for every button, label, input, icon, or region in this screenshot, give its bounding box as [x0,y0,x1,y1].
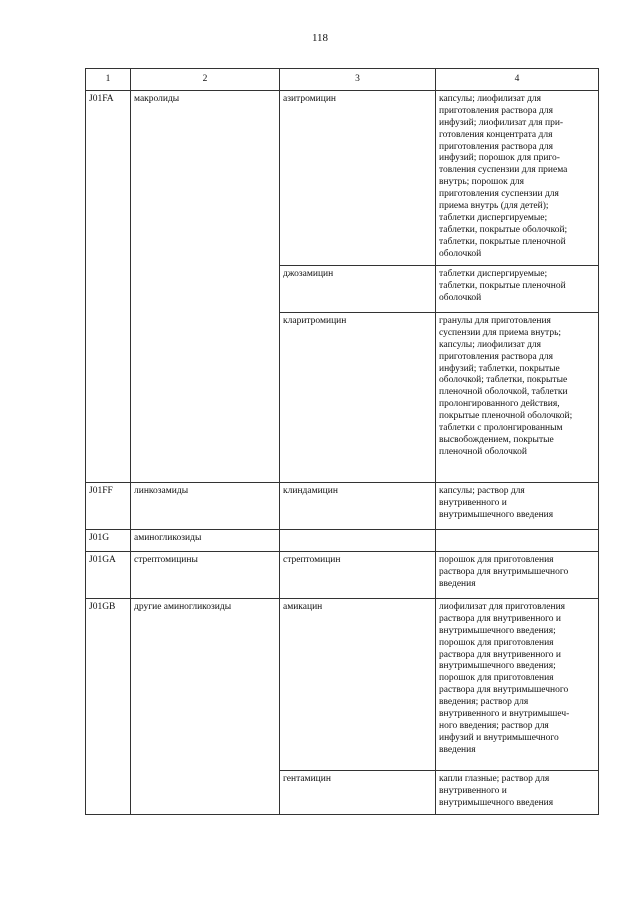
dosage-form-cell [436,529,599,551]
dosage-form-line: таблетки с пролонгированным [439,423,563,434]
dosage-form-line: введения; раствор для [439,697,529,708]
dosage-form-line: инфузий; лиофилизат для при- [439,117,564,128]
dosage-form-line: капсулы; лиофилизат для [439,339,542,350]
column-header: 1 [86,69,131,91]
drug-name-cell: амикацин [280,598,436,770]
column-header: 4 [436,69,599,91]
drug-name-cell: гентамицин [280,770,436,814]
dosage-form-line: ного введения; раствор для [439,720,549,731]
dosage-form-line: внутривенного и [439,497,507,508]
dosage-form-line: приема внутрь (для детей); [439,201,549,212]
group-name-cell: другие аминогликозиды [131,598,280,814]
dosage-form-line: введения [439,744,476,755]
dosage-form-line: оболочкой [439,292,482,303]
atc-code-cell: J01G [86,529,131,551]
page-number: 118 [311,32,329,44]
dosage-form-line: внутримышечного введения; [439,661,556,672]
group-name-cell: линкозамиды [131,482,280,529]
dosage-form-line: раствора для внутривенного и [439,613,562,624]
table-row [86,551,599,598]
dosage-form-line: порошок для приготовления [439,637,554,648]
table-row [86,529,599,551]
dosage-form-line: капсулы; лиофилизат для [439,93,542,104]
dosage-form-line: пролонгированного действия, [439,399,560,410]
dosage-form-line: таблетки диспергируемые; [439,268,548,279]
dosage-form-line: таблетки, покрытые пленочной [439,236,566,247]
dosage-form-cell [436,482,599,529]
dosage-form-line: раствора для внутривенного и [439,649,562,660]
dosage-form-line: введения [439,578,476,589]
dosage-form-line: гранулы для приготовления [439,315,551,326]
dosage-form-line: порошок для приготовления [439,554,554,565]
column-header: 3 [280,69,436,91]
dosage-form-line: инфузий; порошок для приго- [439,153,560,164]
dosage-form-line: таблетки диспергируемые; [439,212,548,223]
dosage-form-cell [436,265,599,312]
dosage-form-line: приготовления раствора для [439,105,553,116]
dosage-form-line: внутривенного и [439,785,507,796]
drug-name-cell: стрептомицин [280,551,436,598]
dosage-form-cell [436,598,599,770]
dosage-form-line: инфузий и внутримышечного [439,732,559,743]
atc-code-cell: J01FA [86,90,131,482]
dosage-form-line: внутримышечного введения; [439,625,556,636]
dosage-form-line: таблетки, покрытые оболочкой; [439,224,568,235]
drug-name-cell [280,529,436,551]
dosage-form-line: пленочной оболочкой, таблетки [439,387,568,398]
dosage-form-line: суспензии для приема внутрь; [439,327,562,338]
table-row [86,598,599,770]
dosage-form-line: порошок для приготовления [439,673,554,684]
dosage-form-cell [436,90,599,265]
dosage-form-line: таблетки, покрытые пленочной [439,280,566,291]
dosage-form-line: внутримышечного введения [439,797,554,808]
dosage-form-line: капли глазные; раствор для [439,773,550,784]
dosage-form-line: раствора для внутримышечного [439,685,569,696]
table-row [86,90,599,265]
dosage-form-cell [436,770,599,814]
drug-name-cell: клиндамицин [280,482,436,529]
drug-name-cell: азитромицин [280,90,436,265]
dosage-form-line: приготовления раствора для [439,141,553,152]
atc-code-cell: J01GA [86,551,131,598]
dosage-form-line: приготовления раствора для [439,351,553,362]
dosage-form-line: внутривенного и внутримышеч- [439,709,570,720]
table-body [86,90,599,814]
dosage-form-line: приготовления суспензии для [439,189,559,200]
table-header-row [86,69,599,91]
group-name-cell: макролиды [131,90,280,482]
drug-table [85,68,599,815]
drug-name-cell: кларитромицин [280,312,436,482]
dosage-form-line: внутримышечного введения [439,509,554,520]
dosage-form-line: инфузий; таблетки, покрытые [439,363,560,374]
drug-name-cell: джозамицин [280,265,436,312]
dosage-form-line: раствора для внутримышечного [439,566,569,577]
dosage-form-line: лиофилизат для приготовления [439,601,566,612]
dosage-form-line: внутрь; порошок для [439,177,525,188]
atc-code-cell: J01GB [86,598,131,814]
dosage-form-line: пленочной оболочкой [439,446,527,457]
dosage-form-line: капсулы; раствор для [439,485,525,496]
dosage-form-line: оболочкой [439,248,482,259]
table-row [86,482,599,529]
group-name-cell: стрептомицины [131,551,280,598]
dosage-form-line: товления суспензии для приема [439,165,568,176]
atc-code-cell: J01FF [86,482,131,529]
dosage-form-cell [436,312,599,482]
dosage-form-cell [436,551,599,598]
dosage-form-line: оболочкой; таблетки, покрытые [439,375,568,386]
dosage-form-line: высвобождением, покрытые [439,434,554,445]
dosage-form-line: готовления концентрата для [439,129,553,140]
column-header: 2 [131,69,280,91]
group-name-cell: аминогликозиды [131,529,280,551]
dosage-form-line: покрытые пленочной оболочкой; [439,411,573,422]
